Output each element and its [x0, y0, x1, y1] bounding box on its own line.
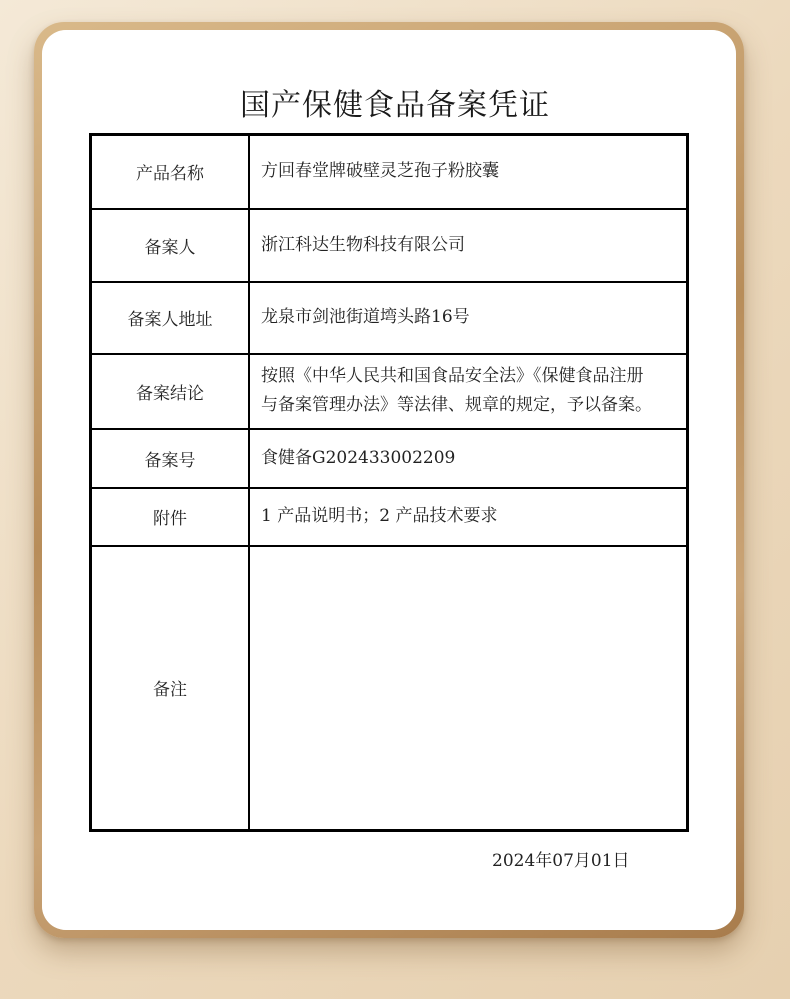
conclusion-label: 备案结论	[91, 354, 250, 429]
table-row-registrant	[91, 209, 688, 282]
registration-number-label: 备案号	[91, 429, 250, 488]
product-name-label: 产品名称	[91, 135, 250, 209]
table-row-remarks	[91, 546, 688, 831]
table-row-conclusion	[91, 354, 688, 429]
attachments-value: 1 产品说明书；2 产品技术要求	[249, 488, 688, 546]
attachments-label: 附件	[91, 488, 250, 546]
record-table	[89, 133, 689, 832]
document-title: 国产保健食品备案凭证	[240, 88, 550, 123]
product-name-value: 方回春堂牌破壁灵芝孢子粉胶囊	[249, 135, 688, 209]
registrant-address-label: 备案人地址	[91, 282, 250, 354]
conclusion-line-2: 与备案管理办法》等法律、规章的规定，予以备案。	[261, 395, 652, 415]
table-row-attachments	[91, 488, 688, 546]
conclusion-value	[249, 354, 688, 429]
remarks-value	[249, 546, 688, 831]
registrant-label: 备案人	[91, 209, 250, 282]
table-row-registration-number	[91, 429, 688, 488]
issue-date: 2024年07月01日	[492, 851, 630, 871]
conclusion-line-1: 按照《中华人民共和国食品安全法》《保健食品注册	[261, 366, 644, 386]
registration-number-value: 食健备G202433002209	[249, 429, 688, 488]
registrant-address-value: 龙泉市剑池街道塆头路16号	[249, 282, 688, 354]
table-row-product-name	[91, 135, 688, 209]
table-row-registrant-address	[91, 282, 688, 354]
remarks-label: 备注	[91, 546, 250, 831]
registrant-value: 浙江科达生物科技有限公司	[249, 209, 688, 282]
